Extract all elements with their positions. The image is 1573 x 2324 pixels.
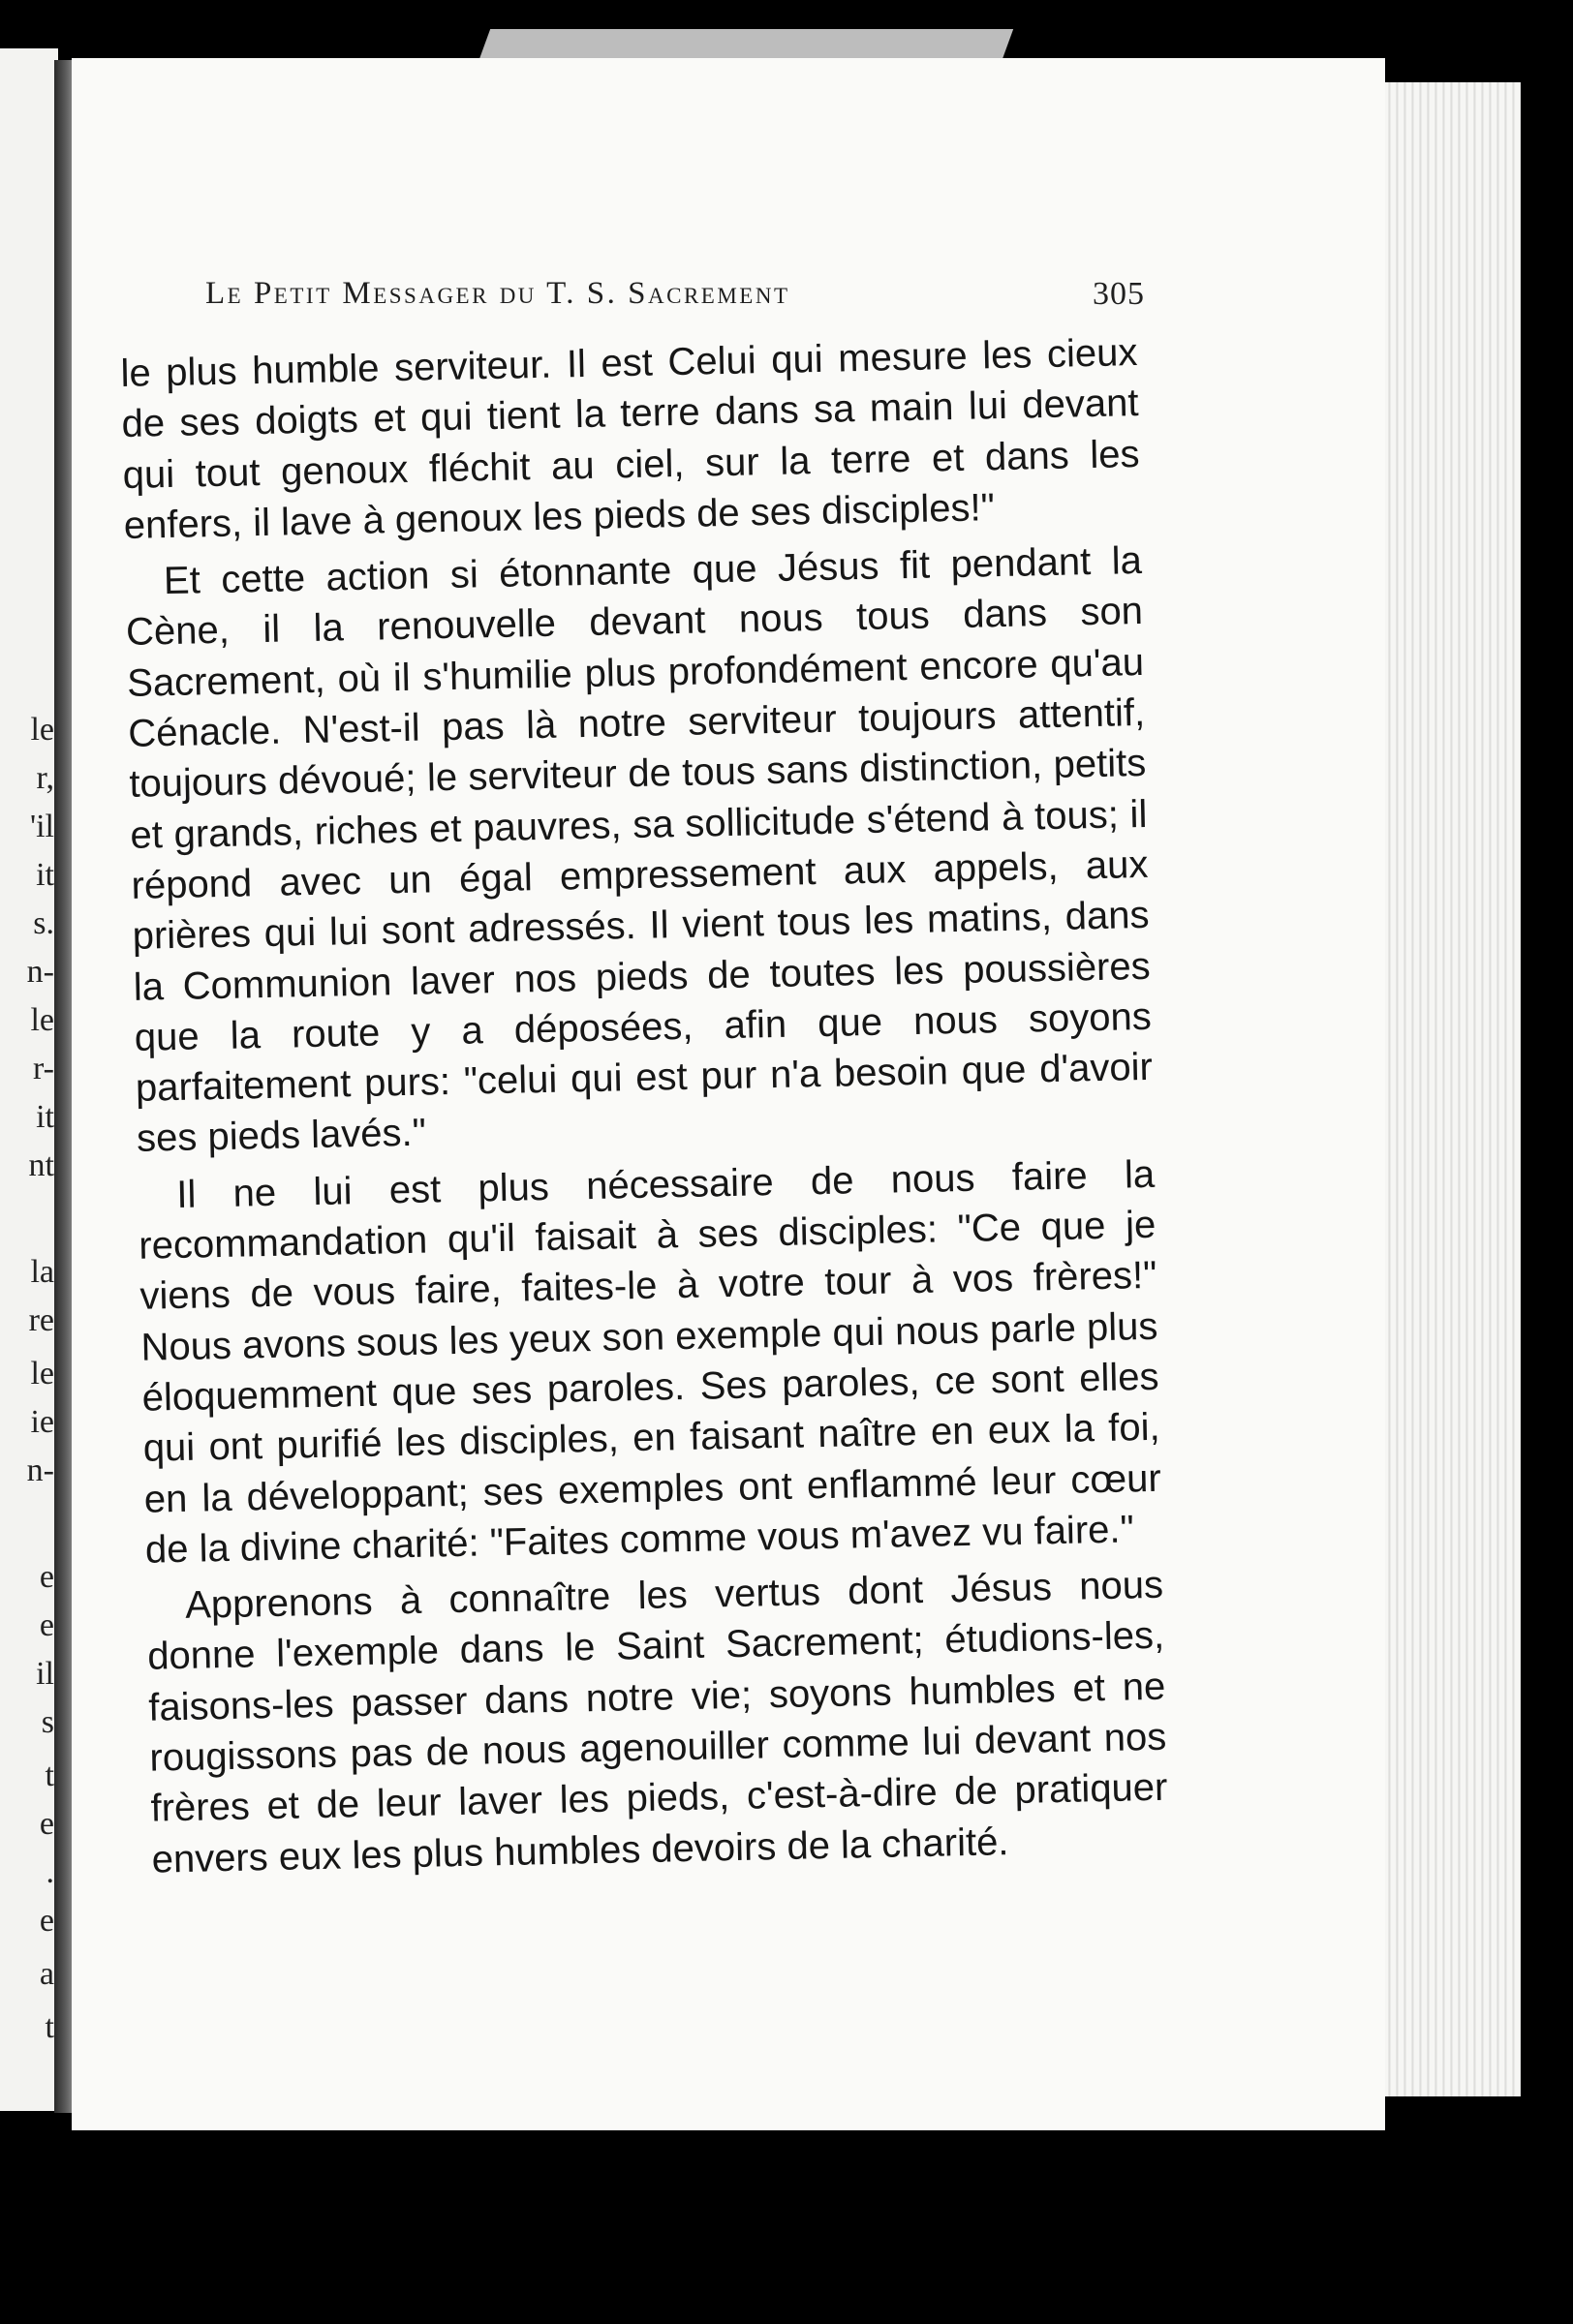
previous-page-fragment: il <box>36 1656 54 1692</box>
paragraph: le plus humble serviteur. Il est Celui qui mesure les cieux de ses doigts et qui tient la terre dans sa main lui devant qui tout genoux fléchit au ciel, sur la terre et dans les enfers, il lave à genoux les pieds de ses disciples!" <box>120 331 1140 547</box>
running-head: Le Petit Messager du T. S. Sacrement <box>205 276 790 311</box>
previous-page-fragment: n- <box>26 954 54 990</box>
paragraph: Et cette action si étonnante que Jésus fit pendant la Cène, il la renouvelle devant nous tous dans son Sacrement, où il s'humilie plus profondément encore qu'au Cénacle. N'est-il pas là notre serviteur toujours attentif, toujours dévoué; le serviteur de tous sans distinction, petits et grands, riches et pauvres, sa sollicitude s'étend à tous; il répond avec un égal empressement aux appels, aux prières qui lui sont adressés. Il vient tous les matins, dans la Communion laver nos pieds de toutes les poussières que la route y a déposées, afin que nous soyons parfaitement purs: "celui qui est pur n'a besoin que d'avoir ses pieds lavés." <box>125 539 1154 1161</box>
previous-page-fragment: it <box>36 1099 54 1135</box>
previous-page-fragment: re <box>28 1302 54 1338</box>
previous-page-fragment: le <box>30 1002 54 1038</box>
previous-page-fragment: t <box>45 2009 54 2045</box>
previous-page-fragment: . <box>46 1854 54 1890</box>
book-gutter <box>54 60 74 2113</box>
previous-page-fragment: e <box>39 1607 54 1643</box>
previous-page-fragment: nt <box>28 1147 54 1183</box>
page-edge-top <box>478 29 1013 62</box>
previous-page-fragment: e <box>39 1806 54 1842</box>
paragraph: Il ne lui est plus nécessaire de nous faire la recommandation qu'il faisait à ses disciples: "Ce que je viens de vous faire, faites-le à votre tour à vos frères!" Nous avons sous les yeux son exemple qui nous parle plus éloquemment que ses paroles. Ses paroles, ce sont elles qui ont purifié les disciples, en faisant naître en eux la foi, en la développant; ses exemples ont enflammé leur cœur de la divine charité: "Faites comme vous m'avez vu faire." <box>138 1152 1162 1572</box>
page-edges <box>1375 82 1521 2096</box>
previous-page-fragment: t <box>45 1758 54 1793</box>
previous-page-fragment: a <box>39 1956 54 1992</box>
previous-page-fragment: le <box>30 1356 54 1391</box>
previous-page-fragment: e <box>39 1903 54 1939</box>
previous-page-fragment: r- <box>33 1051 54 1086</box>
page-body <box>120 327 1169 1885</box>
previous-page-fragment: it <box>36 857 54 893</box>
previous-page-fragment: r, <box>36 760 54 796</box>
previous-page-fragment: ie <box>30 1404 54 1440</box>
page-number: 305 <box>1093 276 1145 312</box>
previous-page-sliver <box>0 48 58 2111</box>
previous-page-fragment: s. <box>33 905 54 941</box>
previous-page-fragment: la <box>30 1254 54 1290</box>
previous-page-fragment: e <box>39 1559 54 1595</box>
previous-page-fragment: 'il <box>29 809 54 844</box>
previous-page-fragment: le <box>30 712 54 748</box>
previous-page-fragment: n- <box>26 1452 54 1488</box>
previous-page-fragment: s <box>41 1704 54 1740</box>
paragraph: Apprenons à connaître les vertus dont Jésus nous donne l'exemple dans le Saint Sacrement; étudions-les, faisons-les passer dans notre vie; soyons humbles et ne rougissons pas de nous agenouiller comme lui devant nos frères et de leur laver les pieds, c'est-à-dire de pratiquer envers eux les plus humbles devoirs de la charité. <box>146 1563 1168 1881</box>
